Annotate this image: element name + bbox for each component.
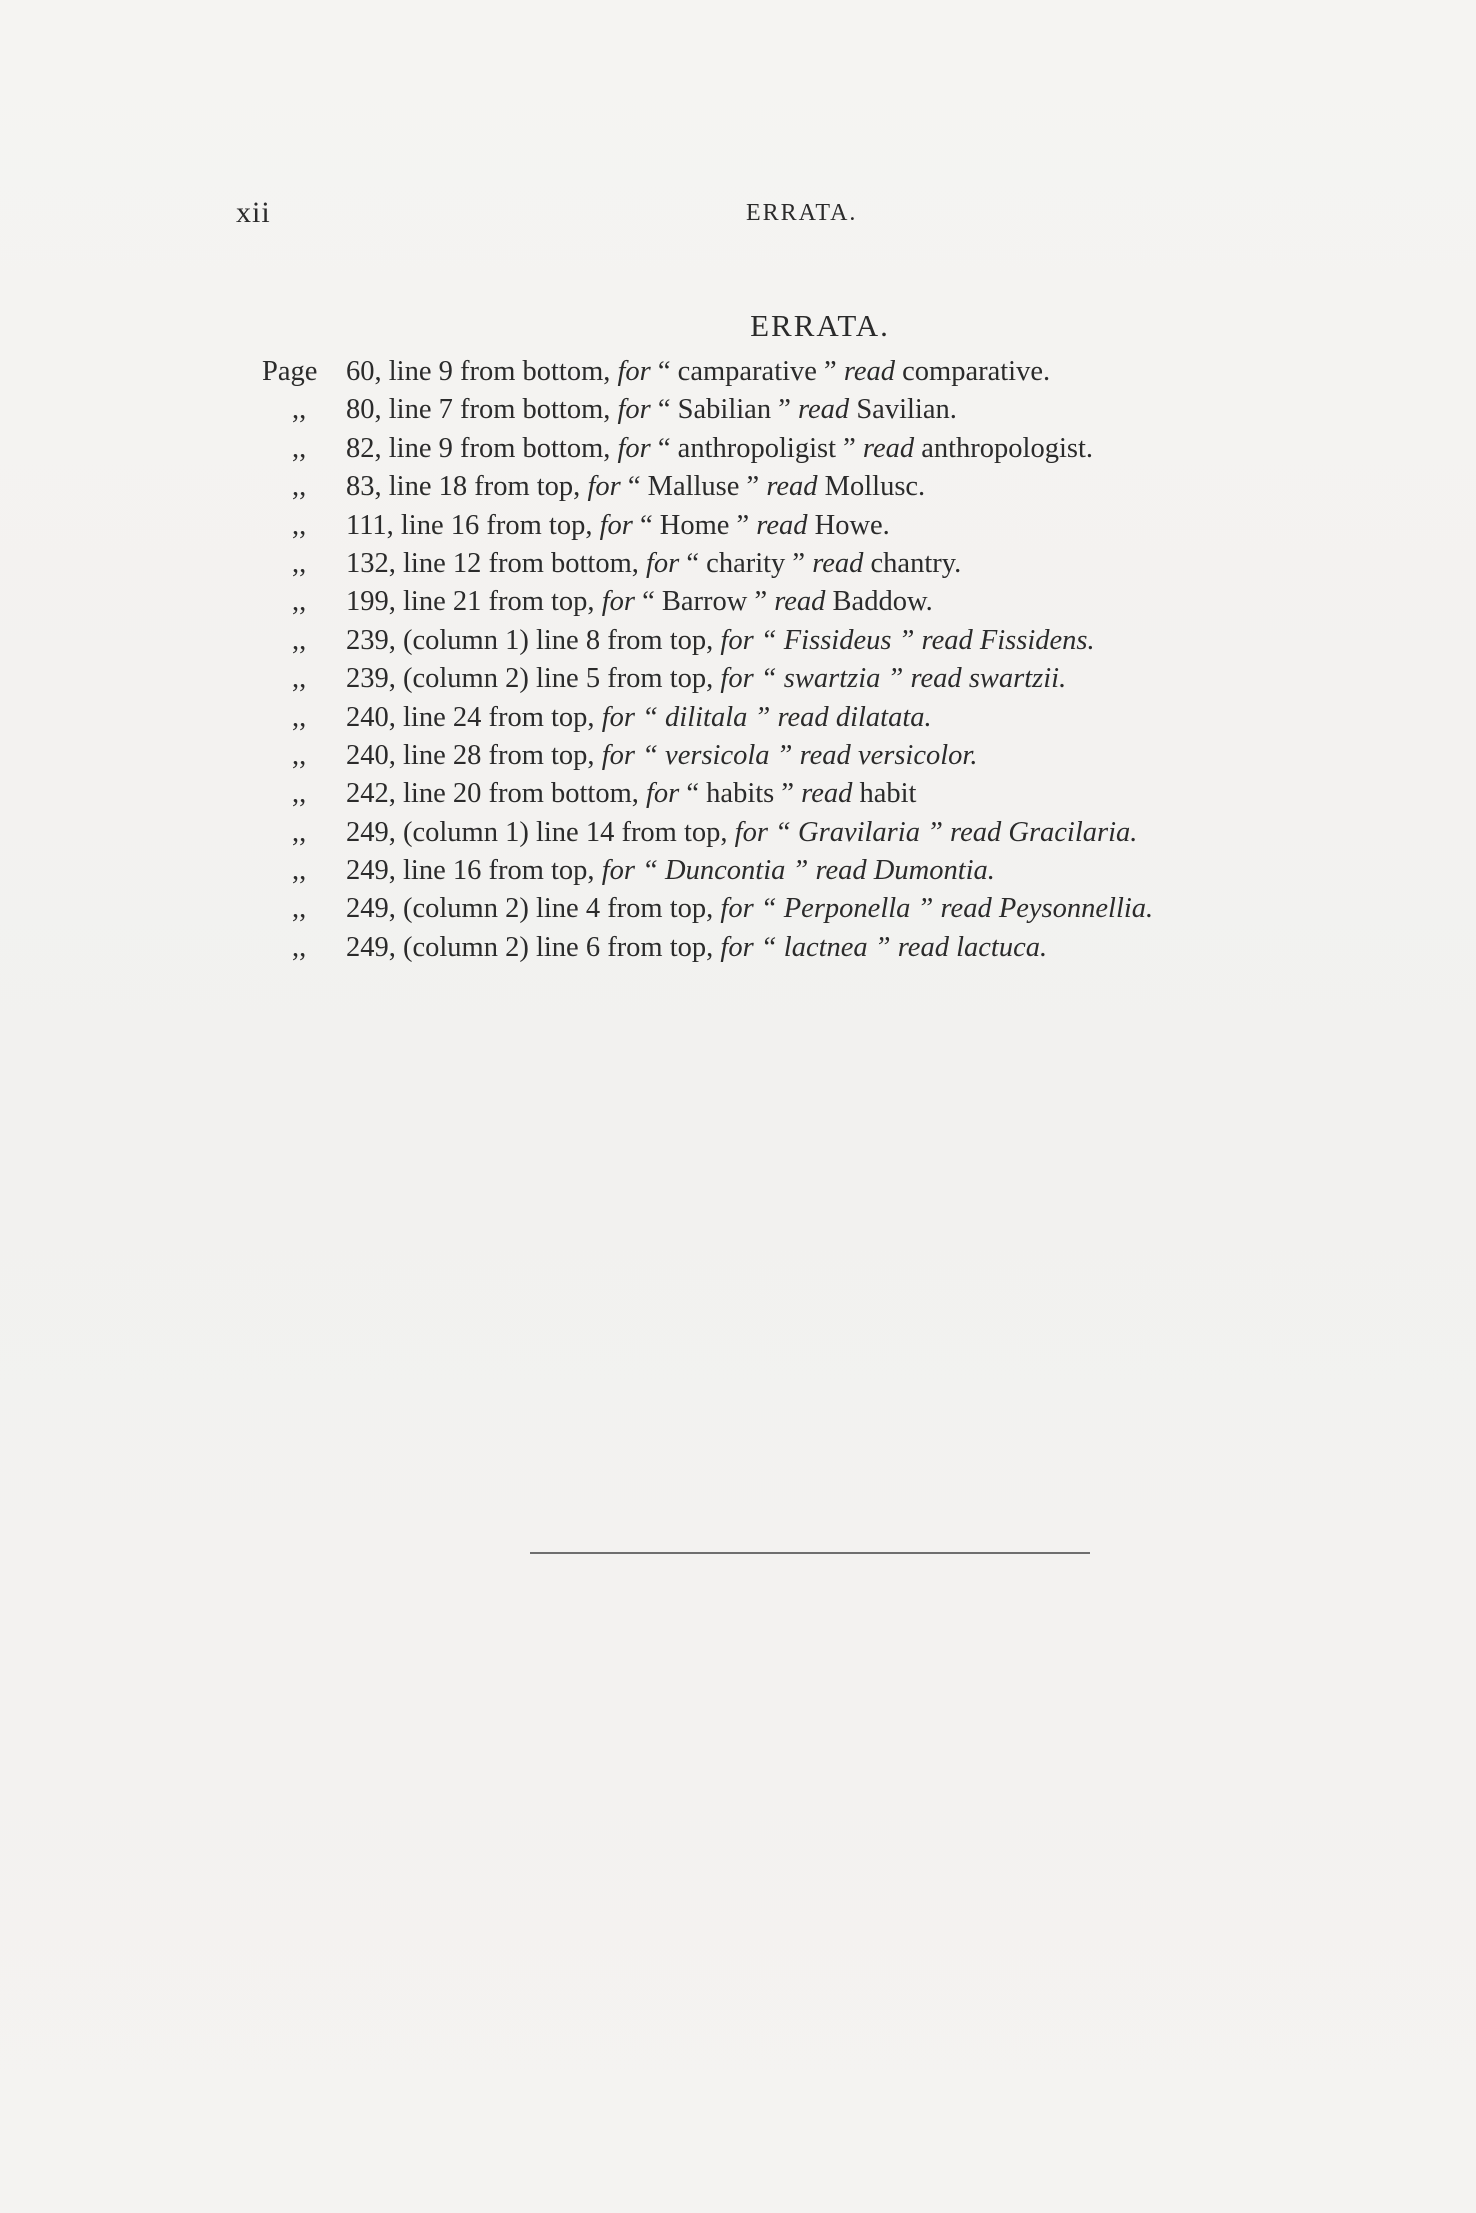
erroneous-text: “ camparative ” [657,356,837,387]
erroneous-text: “ Malluse ” [627,471,760,503]
for-keyword: for [734,816,768,848]
for-keyword: for [646,778,680,810]
for-keyword: for [720,893,754,925]
errata-reference [346,622,1095,660]
errata-location: 82, line 9 from bottom, [346,432,611,464]
errata-entry [262,737,1362,775]
errata-entry [262,699,1362,737]
read-keyword: read [801,778,853,810]
ditto-mark: ,, [292,471,307,503]
erroneous-text: “ swartzia ” [760,663,904,695]
errata-location: 249, (column 2) line 4 from top, [346,893,714,925]
erroneous-text: “ Fissideus ” [760,624,915,656]
read-keyword: read [950,816,1002,848]
ditto-mark: ,, [292,394,307,426]
corrected-text: swartzii. [968,663,1067,695]
errata-entry [262,660,1362,698]
page-label: Page [262,356,318,387]
errata-entry [262,852,1362,890]
page-number: xii [236,196,271,229]
corrected-text: versicolor. [857,739,978,771]
errata-reference [346,814,1137,852]
errata-entry [262,583,1362,621]
errata-location: 242, line 20 from bottom, [346,778,639,810]
for-keyword: for [720,931,754,963]
errata-entry [262,391,1362,429]
errata-entry [262,430,1362,468]
errata-reference [346,699,932,737]
errata-location: 83, line 18 from top, [346,471,581,503]
read-keyword: read [940,893,992,925]
errata-entry [262,929,1362,967]
errata-reference [346,929,1047,967]
errata-reference [346,852,995,890]
ditto-mark: ,, [292,509,307,541]
for-keyword: for [601,701,635,733]
for-keyword: for [617,356,651,387]
for-keyword: for [720,663,754,695]
errata-heading: ERRATA. [750,308,890,343]
corrected-text: comparative. [902,356,1051,387]
errata-location: 60, line 9 from bottom, [346,356,611,387]
erroneous-text: “ Perponella ” [760,893,934,925]
errata-location: 249, (column 1) line 14 from top, [346,816,728,848]
ditto-mark: ,, [292,739,307,771]
errata-entry [262,468,1362,506]
read-keyword: read [756,509,808,541]
errata-reference [346,737,977,775]
errata-entry [262,353,1362,391]
erroneous-text: “ Duncontia ” [642,855,809,887]
running-title: ERRATA. [746,200,858,226]
for-keyword: for [599,509,633,541]
errata-location: 249, line 16 from top, [346,855,595,887]
corrected-text: Fissidens. [979,624,1095,656]
errata-location: 249, (column 2) line 6 from top, [346,931,714,963]
errata-entry [262,890,1362,928]
errata-entry [262,814,1362,852]
erroneous-text: “ Home ” [639,509,750,541]
corrected-text: Howe. [814,509,890,541]
errata-reference [346,583,933,621]
erroneous-text: “ Gravilaria ” [775,816,943,848]
erroneous-text: “ dilitala ” [642,701,771,733]
erroneous-text: “ Barrow ” [642,586,768,618]
errata-reference [346,430,1093,468]
corrected-text: chantry. [870,547,962,579]
horizontal-rule [530,1552,1090,1554]
ditto-mark: ,, [292,701,307,733]
corrected-text: dilatata. [835,701,932,733]
read-keyword: read [862,432,915,464]
ditto-mark: ,, [292,816,307,848]
read-keyword: read [812,547,864,579]
corrected-text: anthropologist. [921,432,1093,464]
errata-location: 80, line 7 from bottom, [346,394,611,426]
corrected-text: Gracilaria. [1008,816,1138,848]
erroneous-text: “ habits ” [686,778,795,810]
erroneous-text: “ charity ” [686,547,806,579]
errata-location: 111, line 16 from top, [346,509,593,541]
errata-reference [346,890,1153,928]
errata-reference [346,507,890,545]
for-keyword: for [587,471,621,503]
ditto-mark: ,, [292,547,307,579]
for-keyword: for [617,394,651,426]
page-header [236,196,1316,236]
for-keyword: for [646,547,680,579]
errata-location: 240, line 28 from top, [346,739,595,771]
errata-reference [346,391,957,429]
erroneous-text: “ versicola ” [642,739,793,771]
for-keyword: for [720,624,754,656]
read-keyword: read [798,394,850,426]
ditto-mark: ,, [292,624,307,656]
for-keyword: for [601,586,635,618]
ditto-mark: ,, [292,778,307,810]
for-keyword: for [601,739,635,771]
corrected-text: Mollusc. [824,471,926,503]
errata-location: 199, line 21 from top, [346,586,595,618]
errata-reference [346,468,925,506]
errata-location: 240, line 24 from top, [346,701,595,733]
read-keyword: read [799,739,851,771]
read-keyword: read [777,701,829,733]
ditto-mark: ,, [292,586,307,618]
corrected-text: Dumontia. [873,855,995,887]
for-keyword: for [601,855,635,887]
erroneous-text: “ Sabilian ” [657,394,791,426]
read-keyword: read [766,471,818,503]
errata-entry [262,545,1362,583]
erroneous-text: “ anthropoligist ” [657,432,856,464]
ditto-mark: ,, [292,855,307,887]
read-keyword: read [897,931,949,963]
errata-location: 239, (column 2) line 5 from top, [346,663,714,695]
errata-entry [262,507,1362,545]
errata-reference [346,660,1066,698]
read-keyword: read [843,356,896,387]
corrected-text: habit [859,778,917,810]
corrected-text: lactuca. [956,931,1048,963]
errata-reference [346,775,916,813]
read-keyword: read [774,586,826,618]
errata-entry [262,622,1362,660]
corrected-text: Baddow. [832,586,933,618]
erroneous-text: “ lactnea ” [760,931,891,963]
read-keyword: read [910,663,962,695]
errata-entry [262,775,1362,813]
ditto-mark: ,, [292,893,307,925]
errata-location: 239, (column 1) line 8 from top, [346,624,714,656]
for-keyword: for [617,432,651,464]
corrected-text: Savilian. [856,394,957,426]
ditto-mark: ,, [292,432,307,464]
errata-list [262,353,1362,967]
corrected-text: Peysonnellia. [998,893,1154,925]
errata-reference [346,353,1050,391]
read-keyword: read [921,624,973,656]
read-keyword: read [815,855,867,887]
errata-location: 132, line 12 from bottom, [346,547,639,579]
ditto-mark: ,, [292,663,307,695]
errata-reference [346,545,961,583]
ditto-mark: ,, [292,931,307,963]
